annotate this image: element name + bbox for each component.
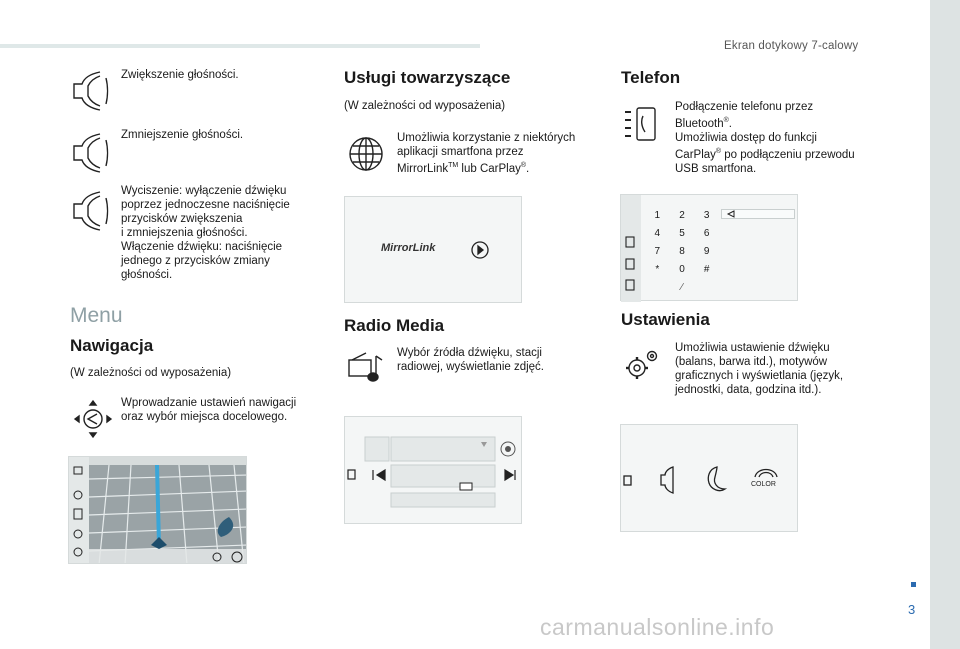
services-note: (W zależności od wyposażenia): [344, 100, 506, 112]
keypad-key-6[interactable]: 6: [703, 228, 710, 239]
keypad-key-4[interactable]: 4: [654, 228, 661, 239]
phone-heading: Telefon: [621, 68, 681, 87]
volume-down-text: Zmniejszenie głośności.: [121, 129, 244, 141]
mirrorlink-logo: MirrorLink: [381, 242, 436, 254]
settings-heading: Ustawienia: [621, 310, 710, 329]
reg-mark-bt: ®: [723, 117, 729, 124]
volume-up-icon: [70, 68, 110, 114]
phone-desc-l3: Umożliwia dostęp do funkcji: [675, 131, 817, 144]
section-title: Ekran dotykowy 7-calowy: [724, 40, 859, 52]
phone-desc-l2: [675, 114, 875, 131]
services-desc: [397, 131, 597, 176]
services-desc-line1: Umożliwia korzystanie z niektórych: [397, 132, 576, 144]
bluetooth-end: .: [728, 117, 732, 130]
volume-up-text: Zwiększenie głośności.: [121, 69, 239, 81]
keypad-key-3[interactable]: 3: [703, 210, 710, 221]
navigation-arrows-icon: [72, 398, 114, 440]
settings-screen: [620, 424, 798, 532]
phone-screen: [620, 194, 798, 301]
services-desc-line2: aplikacji smartfona przez: [397, 146, 524, 158]
backspace-icon[interactable]: [725, 209, 735, 219]
radio-heading: Radio Media: [344, 316, 445, 335]
keypad-key-7[interactable]: 7: [654, 246, 661, 257]
page-marker: [911, 582, 916, 587]
header-rule: [0, 44, 480, 48]
keypad-key-5[interactable]: 5: [679, 228, 685, 239]
carplay-text: lub CarPlay: [458, 162, 521, 175]
mirrorlink-text: MirrorLink: [397, 162, 449, 175]
call-handset-icon[interactable]: ∕: [681, 282, 683, 293]
phone-desc-l5: USB smartfona.: [675, 162, 757, 175]
bluetooth-text: Bluetooth: [675, 117, 724, 130]
navigation-note: (W zależności od wyposażenia): [70, 367, 232, 379]
phone-icon: [621, 104, 659, 144]
keypad-key-8[interactable]: 8: [679, 246, 685, 257]
carplay-usb-text: po podłączeniu przewodu: [721, 148, 855, 161]
carplay-text-phone: CarPlay: [675, 148, 716, 161]
services-desc-end: .: [526, 162, 530, 175]
services-desc-line3: [397, 159, 597, 176]
services-screen: [344, 196, 522, 303]
phone-desc: [675, 100, 875, 176]
keypad-key-9[interactable]: 9: [703, 246, 710, 257]
phone-keypad: [645, 207, 719, 297]
carplay-play-icon[interactable]: [471, 241, 489, 259]
color-label[interactable]: COLOR: [751, 481, 776, 488]
volume-down-icon: [70, 130, 110, 176]
phone-desc-l1: Podłączenie telefonu przez: [675, 101, 814, 113]
reg-mark: ®: [520, 162, 527, 169]
phone-screen-sidebar: [621, 195, 641, 302]
radio-media-icon: [346, 350, 386, 386]
navigation-heading: Nawigacja: [70, 336, 154, 355]
mute-text: Wyciszenie: wyłączenie dźwięku poprzez jednoczesne naciśnięcie przycisków zwiększenia i zmniejszenia głośności. Włączenie dźwięku: naciśnięcie jednego z przycisków zmiany głośności.: [121, 185, 290, 281]
mute-icon: [70, 188, 110, 234]
keypad-key-2[interactable]: 2: [679, 210, 685, 221]
page-number: 3: [908, 602, 916, 617]
radio-screen: [344, 416, 522, 524]
keypad-key-1[interactable]: 1: [654, 210, 661, 221]
connected-services-icon: [346, 134, 386, 174]
services-heading: Usługi towarzyszące: [344, 68, 511, 87]
settings-gears-icon: [623, 348, 661, 382]
keypad-key-star[interactable]: *: [655, 264, 660, 275]
reg-mark-cp: ®: [715, 147, 722, 155]
settings-desc: Umożliwia ustawienie dźwięku (balans, barwa itd.), motywów graficznych i wyświetlania (język, jednostki, data, godzina itd.).: [675, 342, 844, 396]
keypad-key-hash[interactable]: #: [703, 264, 710, 275]
watermark: carmanualsonline.info: [540, 614, 775, 640]
navigation-desc: Wprowadzanie ustawień nawigacji oraz wybór miejsca docelowego.: [121, 397, 297, 423]
side-strip: [930, 0, 960, 649]
radio-desc: Wybór źródła dźwięku, stacji radiowej, wyświetlanie zdjęć.: [397, 347, 545, 373]
phone-desc-l4: [675, 145, 875, 162]
tm-mark: TM: [448, 162, 459, 169]
navigation-screen: [68, 456, 247, 564]
keypad-key-0[interactable]: 0: [679, 264, 685, 275]
menu-title: Menu: [70, 304, 123, 327]
